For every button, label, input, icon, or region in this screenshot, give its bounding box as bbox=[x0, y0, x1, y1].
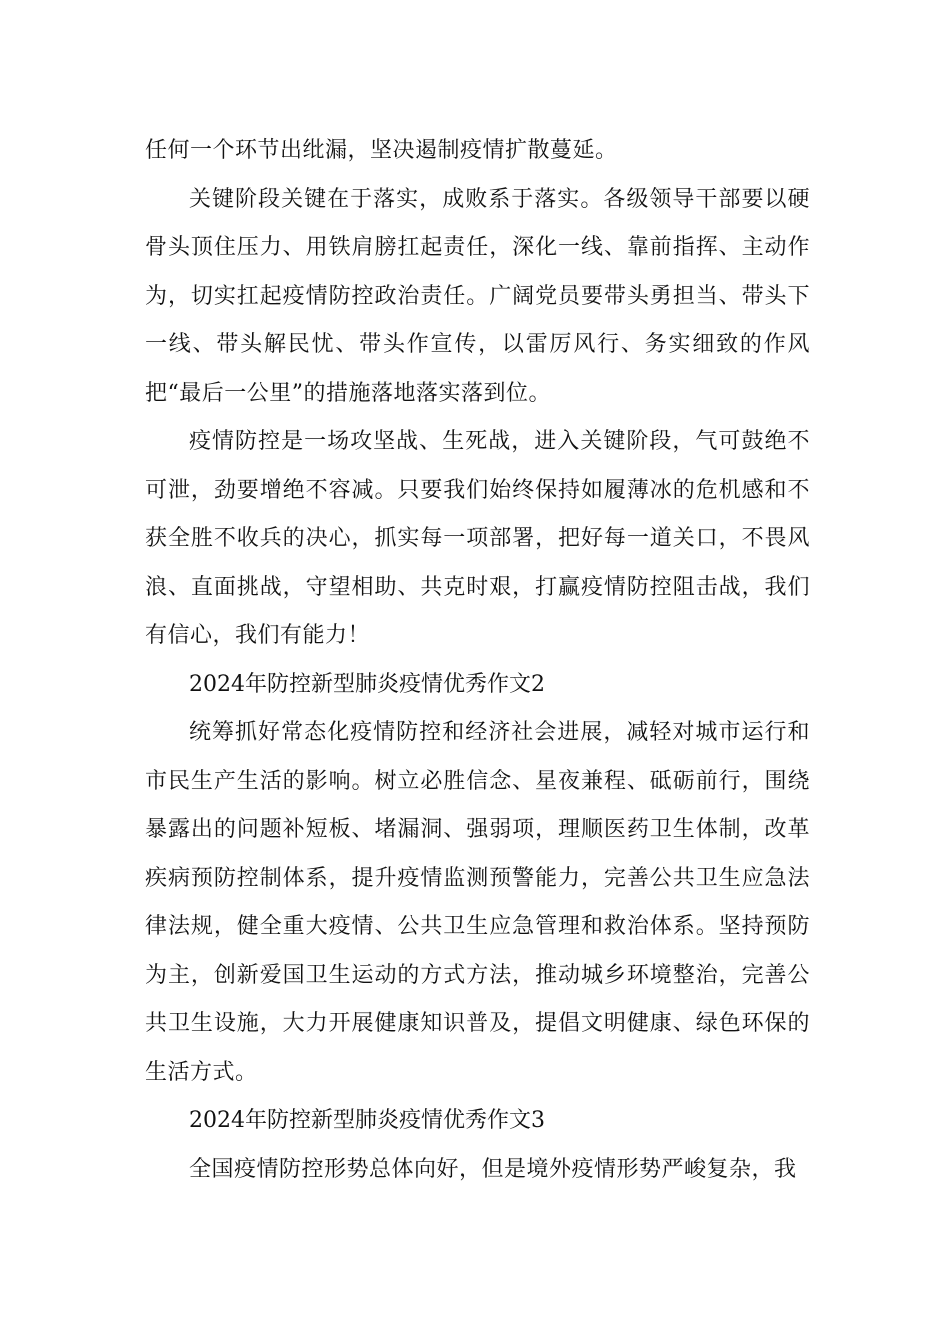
paragraph-continuation: 任何一个环节出纰漏，坚决遏制疫情扩散蔓延。 bbox=[145, 138, 618, 163]
document-body bbox=[145, 127, 810, 1194]
paragraph-critical-stage: 疫情防控是一场攻坚战、生死战，进入关键阶段，气可鼓绝不可泄，劲要增绝不容减。只要我们始终保持如履薄冰的危机感和不获全胜不收兵的决心，抓实每一项部署，把好每一道关口，不畏风浪、直面挑战，守望相助、共克时艰，打赢疫情防控阻击战，我们有信心，我们有能力！ bbox=[145, 429, 810, 648]
paragraph-national-situation: 全国疫情防控形势总体向好，但是境外疫情形势严峻复杂，我 bbox=[189, 1156, 797, 1182]
essay-heading-2: 2024年防控新型肺炎疫情优秀作文2 bbox=[189, 671, 545, 697]
paragraph-normalized-prevention: 统筹抓好常态化疫情防控和经济社会进展，减轻对城市运行和市民生产生活的影响。树立必胜信念、星夜兼程、砥砺前行，围绕暴露出的问题补短板、堵漏洞、强弱项，理顺医药卫生体制，改革疾病预防控制体系，提升疫情监测预警能力，完善公共卫生应急法律法规，健全重大疫情、公共卫生应急管理和救治体系。坚持预防为主，创新爱国卫生运动的方式方法，推动城乡环境整治，完善公共卫生设施，大力开展健康知识普及，提倡文明健康、绿色环保的生活方式。 bbox=[145, 720, 810, 1085]
essay-heading-3: 2024年防控新型肺炎疫情优秀作文3 bbox=[189, 1108, 545, 1133]
paragraph-implementation: 关键阶段关键在于落实，成败系于落实。各级领导干部要以硬骨头顶住压力、用铁肩膀扛起责任，深化一线、靠前指挥、主动作为，切实扛起疫情防控政治责任。广阔党员要带头勇担当、带头下一线、带头解民忧、带头作宣传，以雷厉风行、务实细致的作风把“最后一公里”的措施落地落实落到位。 bbox=[145, 186, 810, 406]
